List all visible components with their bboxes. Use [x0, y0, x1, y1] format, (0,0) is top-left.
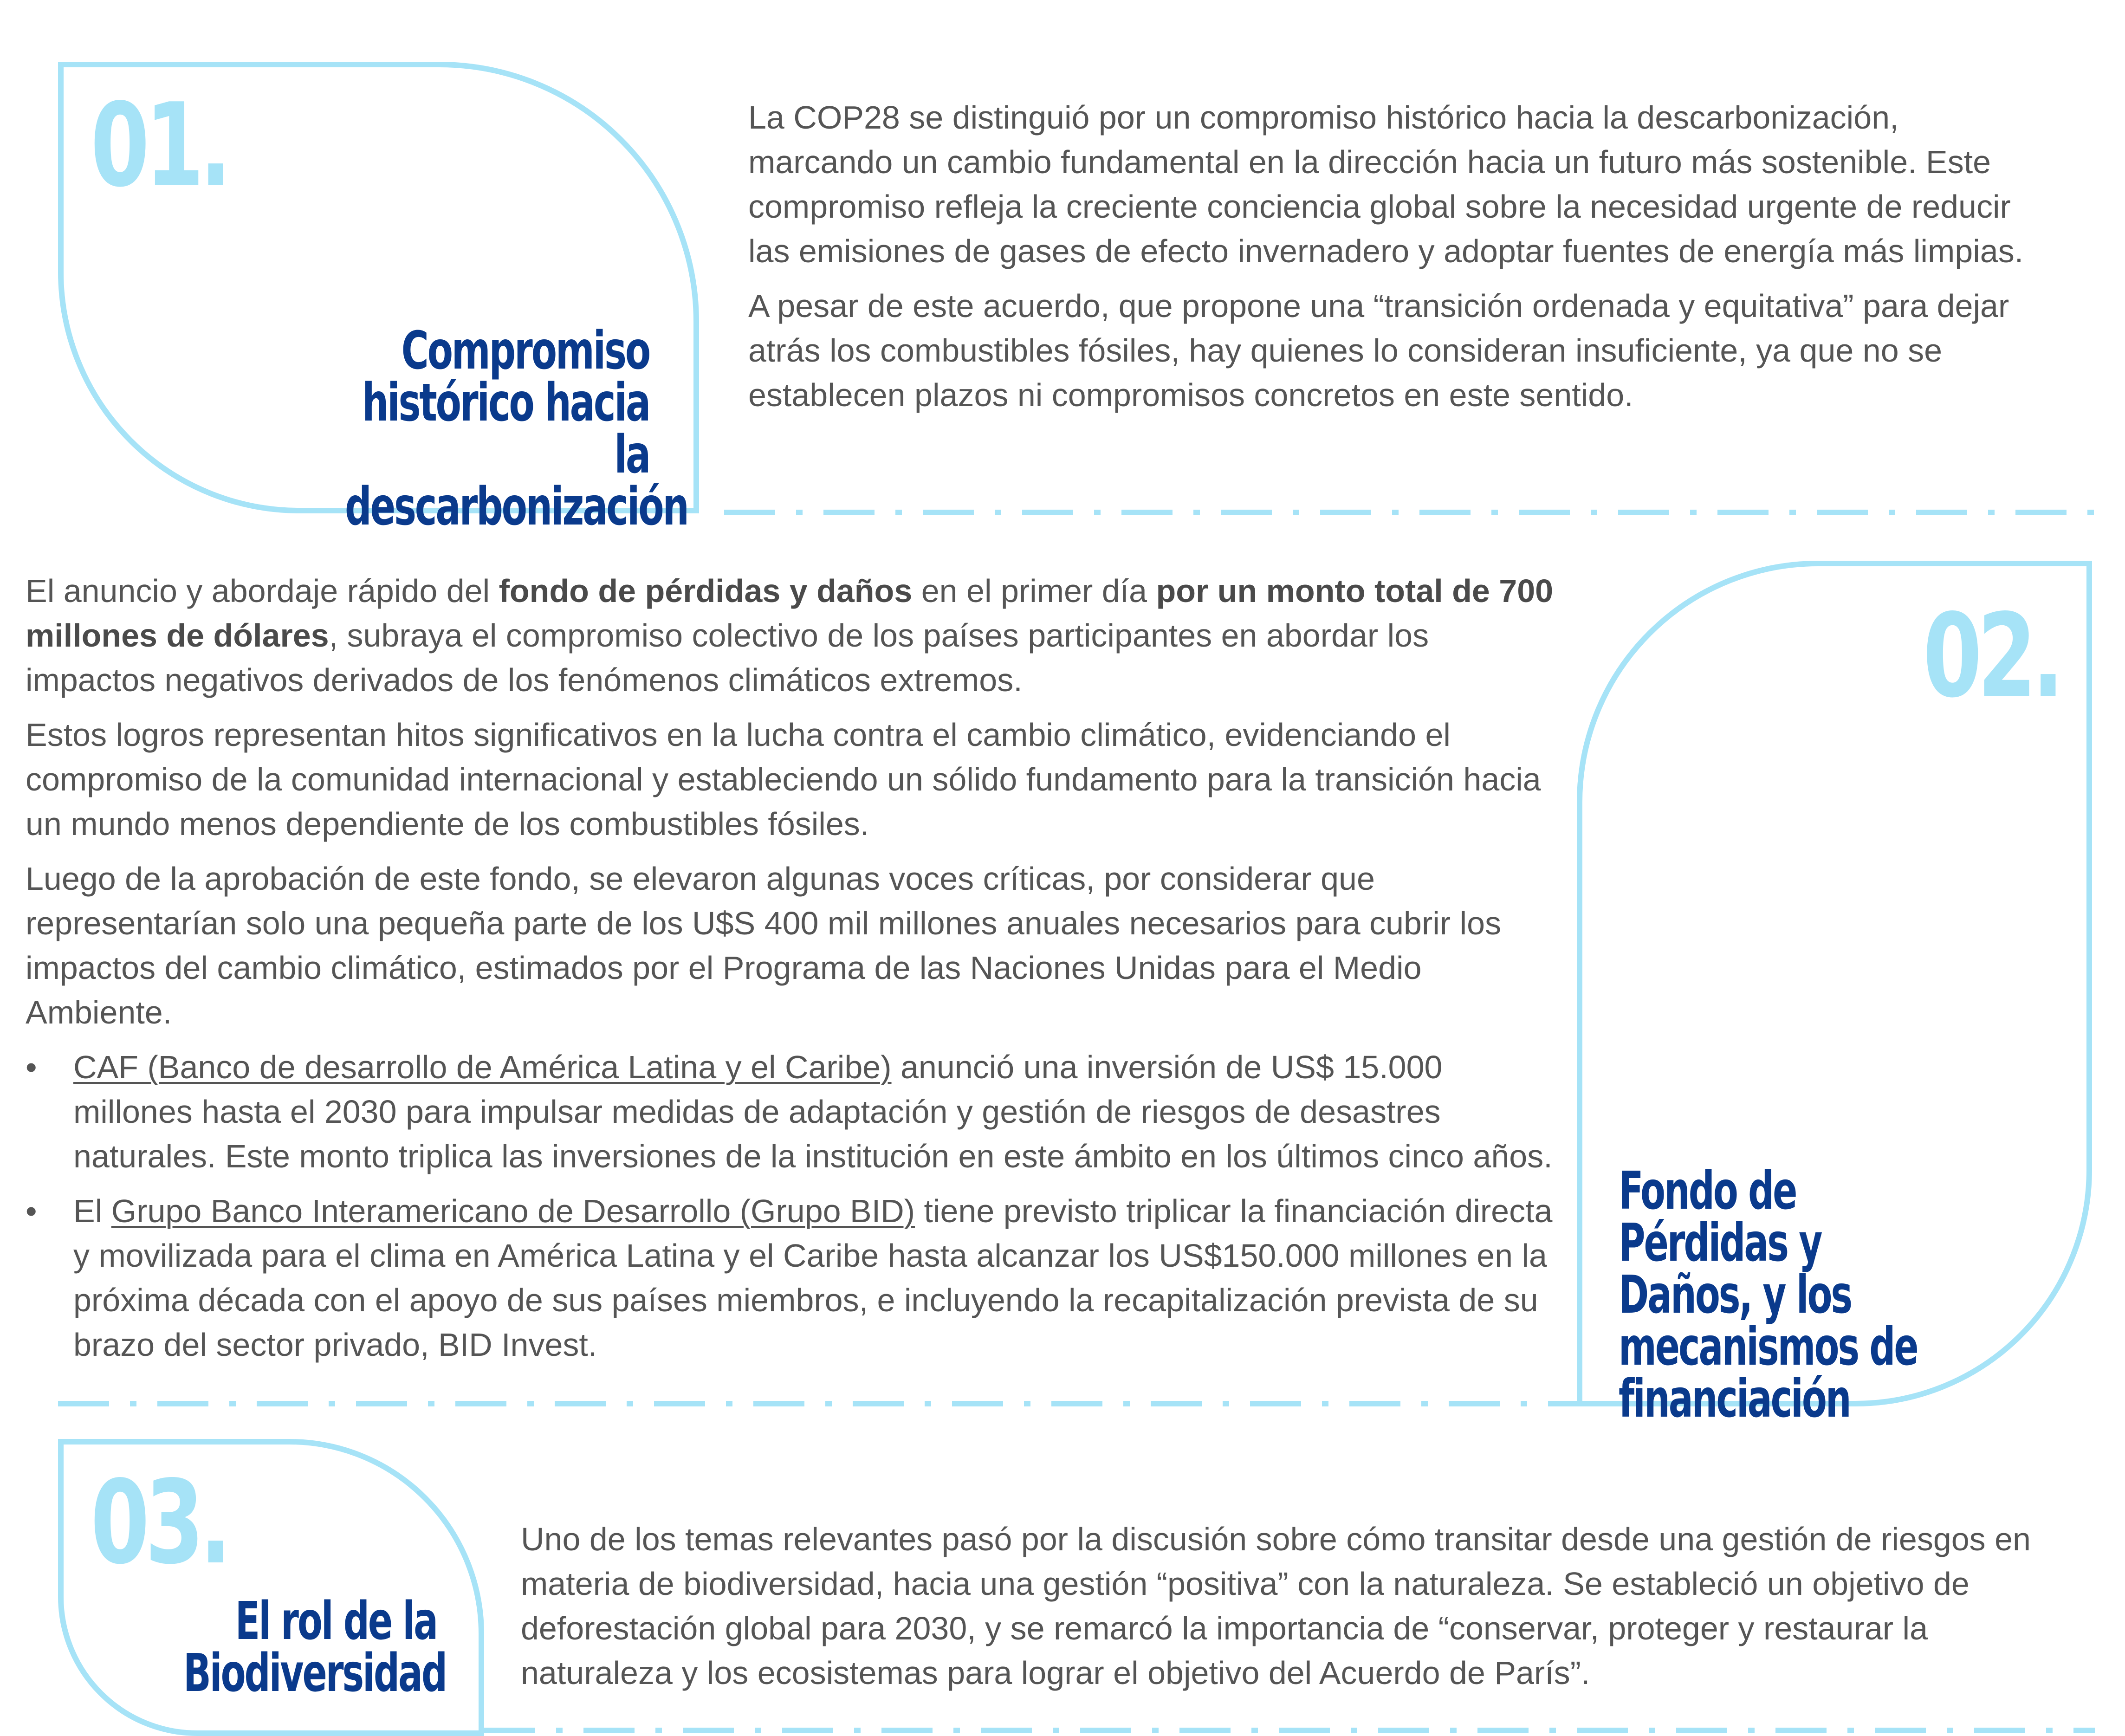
section-03-text	[521, 1517, 2034, 1705]
section-01-card	[58, 62, 699, 537]
bid-link[interactable]: Grupo Banco Interamericano de Desarrollo (Grupo BID)	[111, 1193, 915, 1229]
highlight-amount: por un monto total de 700 millones de dólares	[26, 573, 1554, 654]
section-divider-1	[724, 510, 2098, 515]
bullet-item: • El Grupo Banco Interamericano de Desarrollo (Grupo BID) tiene previsto triplicar la financiación directa y movilizada para el clima en América Latina y el Caribe hasta alcanzar los US$150.000 millones en la próxima década con el apoyo de sus países miembros, e incluyendo la recapitalización prevista de su brazo del sector privado, BID Invest.	[26, 1189, 1557, 1367]
section-number: 01.	[91, 79, 227, 213]
section-title: Compromiso histórico hacia la descarbonización	[345, 321, 688, 537]
caf-link[interactable]: CAF (Banco de desarrollo de América Latina y el Caribe)	[73, 1049, 892, 1085]
section-02-text	[26, 569, 1557, 1377]
section-title: Fondo de Pérdidas y Daños, y los mecanismos de financiación	[1619, 1161, 1918, 1429]
bullet-list	[26, 1045, 1557, 1367]
bullet-item: • CAF (Banco de desarrollo de América Latina y el Caribe) anunció una inversión de US$ 15.000 millones hasta el 2030 para impulsar medidas de adaptación y gestión de riesgos de desastres naturales. Este monto triplica las inversiones de la institución en este ámbito en los últimos cinco años.	[26, 1045, 1557, 1179]
paragraph: La COP28 se distinguió por un compromiso histórico hacia la descarbonización, marcando un cambio fundamental en la dirección hacia un futuro más sostenible. Este compromiso refleja la creciente conciencia global sobre la necesidad urgente de reducir las emisiones de gases de efecto invernadero y adoptar fuentes de energía más limpias.	[748, 99, 2024, 269]
intro-paragraph: El anuncio y abordaje rápido del fondo de pérdidas y daños en el primer día por un monto total de 700 millones de dólares, subraya el compromiso colectivo de los países participantes en abordar los impactos negativos derivados de los fenómenos climáticos extremos.	[26, 573, 1554, 698]
section-number: 03.	[91, 1456, 227, 1590]
paragraph: Luego de la aprobación de este fondo, se elevaron algunas voces críticas, por considerar que representarían solo una pequeña parte de los U$S 400 mil millones anuales necesarios para cubrir los impactos del cambio climático, estimados por el Programa de las Naciones Unidas para el Medio Ambiente.	[26, 861, 1502, 1030]
bullet-marker: •	[26, 1049, 37, 1085]
section-03-card	[58, 1439, 484, 1736]
section-01-text	[748, 95, 2048, 428]
section-title: El rol de la Biodiversidad	[183, 1591, 447, 1704]
section-divider-3	[484, 1728, 2095, 1733]
section-number: 02.	[1923, 589, 2060, 723]
section-divider-2	[58, 1401, 1577, 1406]
section-02-card	[1577, 561, 2092, 1429]
paragraph: Uno de los temas relevantes pasó por la discusión sobre cómo transitar desde una gestión de riesgos en materia de biodiversidad, hacia una gestión “positiva” con la naturaleza. Se estableció un objetivo de deforestación global para 2030, y se remarcó la importancia de “conservar, proteger y restaurar la naturaleza y los ecosistemas para lograr el objetivo del Acuerdo de París”.	[521, 1521, 2031, 1691]
paragraph: Estos logros representan hitos significativos en la lucha contra el cambio climático, evidenciando el compromiso de la comunidad internacional y estableciendo un sólido fundamento para la transición hacia un mundo menos dependiente de los combustibles fósiles.	[26, 717, 1541, 842]
bullet-marker: •	[26, 1193, 37, 1229]
paragraph: A pesar de este acuerdo, que propone una “transición ordenada y equitativa” para dejar atrás los combustibles fósiles, hay quienes lo consideran insuficiente, ya que no se establecen plazos ni compromisos concretos en este sentido.	[748, 288, 2009, 413]
highlight-fund: fondo de pérdidas y daños	[499, 573, 913, 609]
